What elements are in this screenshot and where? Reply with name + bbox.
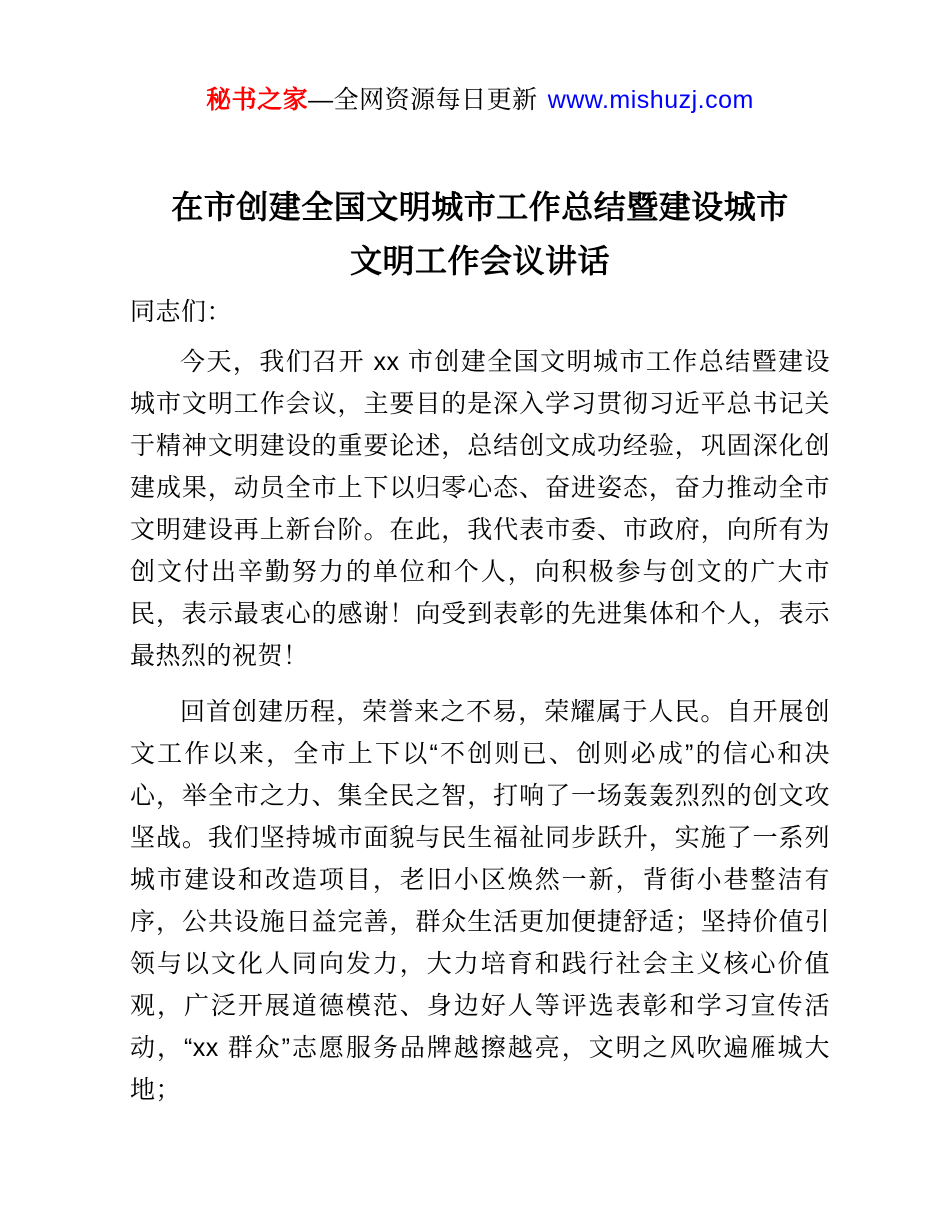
site-brand: 秘书之家 bbox=[206, 86, 309, 114]
salutation: 同志们： bbox=[130, 298, 233, 326]
body-paragraph-2: 回首创建历程，荣誉来之不易，荣耀属于人民。自开展创文工作以来，全市上下以“不创则已、创则必成”的信心和决心，举全市之力、集全民之智，打响了一场轰轰烈烈的创文攻坚战。我们坚持城市面貌与民生福祉同步跃升，实施了一系列城市建设和改造项目，老旧小区焕然一新，背街小巷整洁有序，公共设施日益完善，群众生活更加便捷舒适；坚持价值引领与以文化人同向发力，大力培育和践行社会主义核心价值观，广泛开展道德模范、身边好人等评选表彰和学习宣传活动，“xx 群众”志愿服务品牌越擦越亮，文明之风吹遍雁城大地； bbox=[130, 698, 830, 1104]
site-tagline: —全网资源每日更新 bbox=[308, 86, 538, 114]
site-header bbox=[130, 84, 830, 117]
document-title-line-1: 在市创建全国文明城市工作总结暨建设城市 bbox=[171, 189, 789, 225]
document-title-line-2: 文明工作会议讲话 bbox=[349, 243, 610, 279]
site-url-link[interactable]: www.mishuzj.com bbox=[547, 86, 754, 114]
body-paragraph-1: 今天，我们召开 xx 市创建全国文明城市工作总结暨建设城市文明工作会议，主要目的是深入学习贯彻习近平总书记关于精神文明建设的重要论述，总结创文成功经验，巩固深化创建成果，动员全市上下以归零心态、奋进姿态，奋力推动全市文明建设再上新台阶。在此，我代表市委、市政府，向所有为创文付出辛勤努力的单位和个人，向积极参与创文的广大市民，表示最衷心的感谢！向受到表彰的先进集体和个人，表示最热烈的祝贺！ bbox=[130, 348, 830, 670]
document-title bbox=[130, 180, 830, 288]
